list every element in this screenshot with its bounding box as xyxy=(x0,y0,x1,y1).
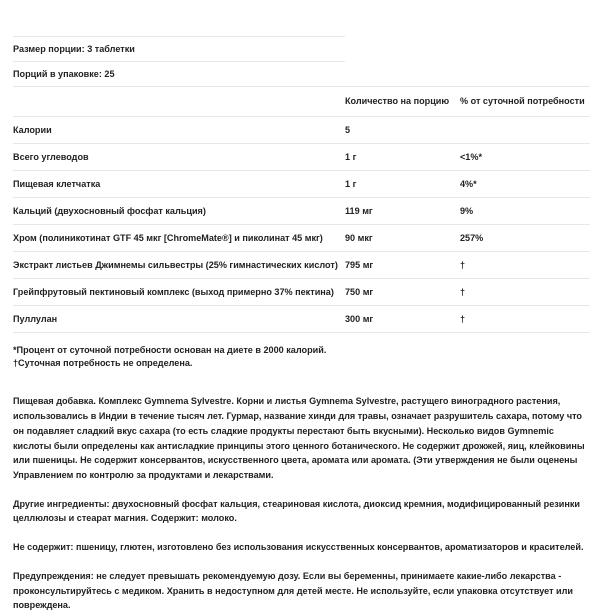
column-header-name xyxy=(13,87,345,117)
nutrient-daily-value: <1%* xyxy=(460,144,590,171)
supplement-facts-table xyxy=(13,36,590,333)
column-header-daily-value: % от суточной потребности xyxy=(460,87,590,117)
serving-size-amount-spacer xyxy=(345,37,460,62)
nutrient-name: Пищевая клетчатка xyxy=(13,171,345,198)
nutrient-name: Грейпфрутовый пектиновый комплекс (выход примерно 37% пектина) xyxy=(13,279,345,306)
servings-dv-spacer xyxy=(460,62,590,87)
serving-size-row xyxy=(13,37,590,62)
nutrient-daily-value xyxy=(460,117,590,144)
table-row xyxy=(13,306,590,333)
nutrient-name: Кальций (двухосновный фосфат кальция) xyxy=(13,198,345,225)
nutrient-amount: 300 мг xyxy=(345,306,460,333)
nutrient-daily-value: 257% xyxy=(460,225,590,252)
servings-per-container-label: Порций в упаковке: 25 xyxy=(13,62,345,87)
table-row xyxy=(13,144,590,171)
free-from-paragraph: Не содержит: пшеницу, глютен, изготовлено без использования искусственных консервантов, ароматизаторов и красителей. xyxy=(13,542,584,553)
serving-size-label: Размер порции: 3 таблетки xyxy=(13,37,345,62)
nutrient-amount: 90 мкг xyxy=(345,225,460,252)
nutrient-amount: 1 г xyxy=(345,171,460,198)
footnote-dagger: †Суточная потребность не определена. xyxy=(13,358,193,369)
nutrient-amount: 119 мг xyxy=(345,198,460,225)
table-row xyxy=(13,279,590,306)
table-row xyxy=(13,117,590,144)
nutrient-name: Пуллулан xyxy=(13,306,345,333)
serving-size-dv-spacer xyxy=(460,37,590,62)
nutrient-daily-value: 9% xyxy=(460,198,590,225)
nutrient-name: Калории xyxy=(13,117,345,144)
nutrient-amount: 1 г xyxy=(345,144,460,171)
table-body xyxy=(13,37,590,333)
nutrient-amount: 795 мг xyxy=(345,252,460,279)
table-row xyxy=(13,171,590,198)
table-row xyxy=(13,252,590,279)
nutrient-name: Всего углеводов xyxy=(13,144,345,171)
table-header-row xyxy=(13,87,590,117)
warnings-paragraph: Предупреждения: не следует превышать рекомендуемую дозу. Если вы беременны, принимаете какие-либо лекарства - проконсультируйтесь с медиком. Хранить в недоступном для детей месте. Не используйте, если упаковка отсутствует или повреждена. xyxy=(13,570,574,611)
servings-per-container-row xyxy=(13,62,590,87)
servings-amount-spacer xyxy=(345,62,460,87)
nutrient-daily-value: † xyxy=(460,279,590,306)
table-row xyxy=(13,198,590,225)
footnote-asterisk: *Процент от суточной потребности основан на диете в 2000 калорий. xyxy=(13,345,327,355)
other-ingredients-paragraph: Другие ингредиенты: двухосновный фосфат кальция, стеариновая кислота, диоксид кремния, модифицированный резинки целлюлозы и стеарат магния. Содержит: молоко. xyxy=(13,498,581,524)
nutrient-daily-value: † xyxy=(460,306,590,333)
table-row xyxy=(13,225,590,252)
nutrient-daily-value: † xyxy=(460,252,590,279)
nutrient-name: Экстракт листьев Джимнемы сильвестры (25% гимнастических кислот) xyxy=(13,252,345,279)
nutrient-amount: 750 мг xyxy=(345,279,460,306)
nutrient-name: Хром (полиникотинат GTF 45 мкг [ChromeMate®] и пиколинат 45 мкг) xyxy=(13,225,345,252)
column-header-amount: Количество на порцию xyxy=(345,87,460,117)
description-paragraph: Пищевая добавка. Комплекс Gymnema Sylvestre. Корни и листья Gymnema Sylvestre, растущего виноградного растения, использовались в Индии в течение тысяч лет. Гурмар, название хинди для травы, означает разрушитель сахара, потому что он подавляет сладкий вкус сахара (то есть сладкие продукты перестают быть вкусными). Несколько видов Gymnemic кислоты были определены как антисладкие принципы этого ценного ботанического. Не содержит дрожжей, яиц, клейковины или пшеницы. Не содержит консервантов, искусственного цвета, аромата или аромата. (Эти утверждения не были оценены Управлением по контролю за продуктами и лекарствами. xyxy=(13,396,585,480)
footnotes xyxy=(13,344,590,370)
nutrient-daily-value: 4%* xyxy=(460,171,590,198)
product-description-section xyxy=(13,394,590,613)
nutrient-amount: 5 xyxy=(345,117,460,144)
